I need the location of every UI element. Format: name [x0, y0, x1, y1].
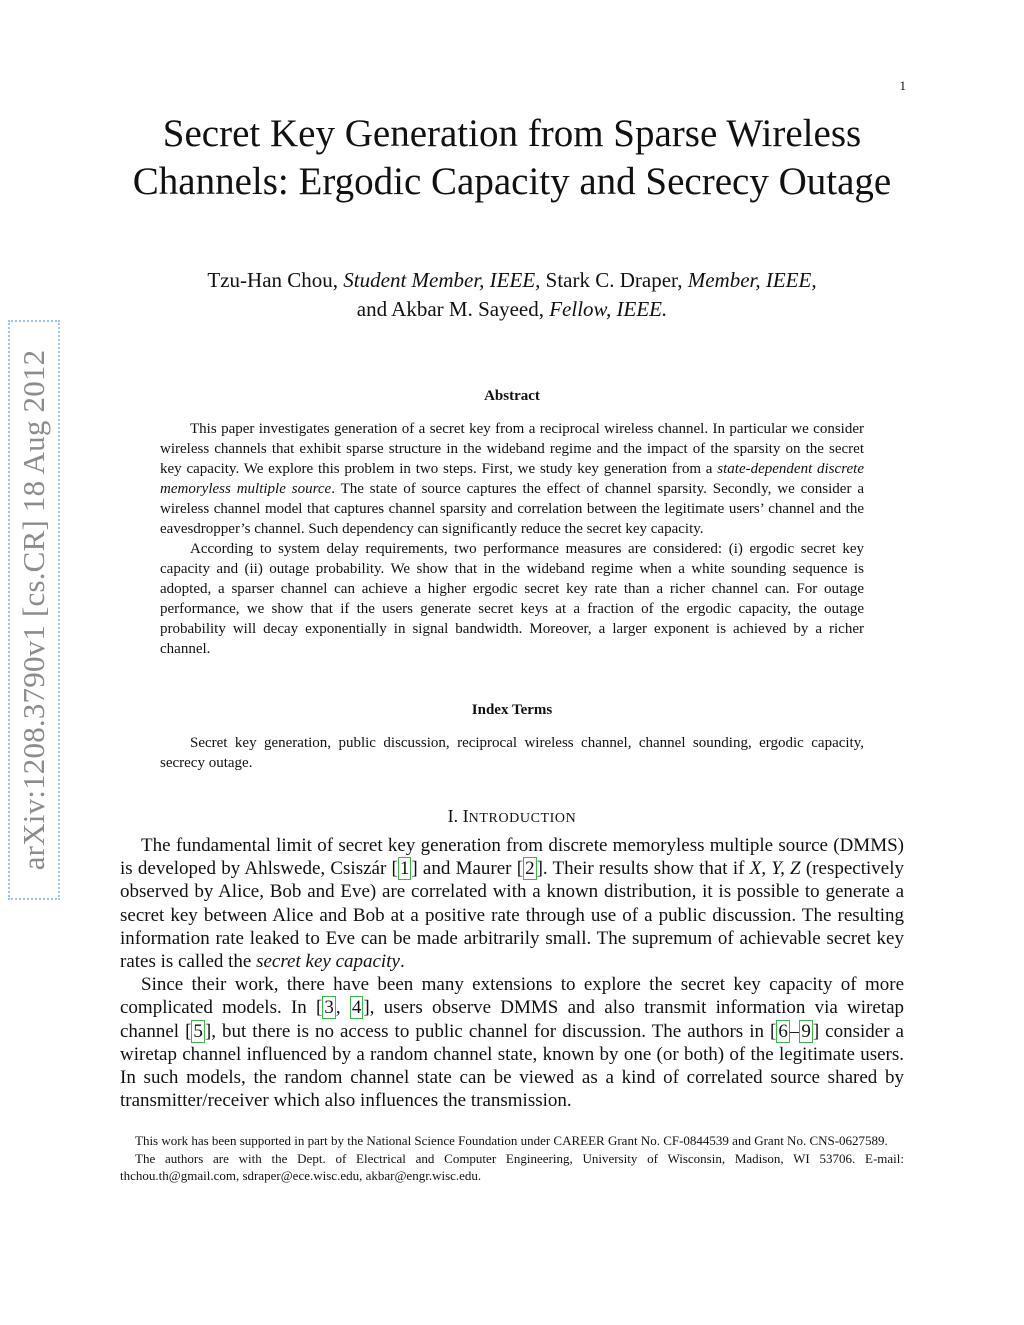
author-2-role: Member, IEEE,: [687, 268, 817, 292]
section-title-rest: NTRODUCTION: [468, 811, 577, 826]
math-variables: X, Y, Z: [749, 858, 801, 880]
paper-title: Secret Key Generation from Sparse Wireless Channels: Ergodic Capacity and Secrecy Outage: [132, 112, 892, 203]
arxiv-stamp-label: arXiv:1208.3790v1 [cs.CR] 18 Aug 2012: [16, 349, 51, 871]
author-2-name: Stark C. Draper,: [540, 268, 688, 292]
intro-text: ] and Maurer [: [411, 858, 524, 880]
section-heading: [120, 806, 904, 827]
index-terms-heading: Index Terms: [471, 702, 553, 718]
author-3-role: Fellow, IEEE.: [549, 297, 668, 321]
author-3-name: and Akbar M. Sayeed,: [356, 297, 550, 321]
citation-link[interactable]: 9: [801, 1020, 811, 1042]
index-terms-body: [160, 733, 864, 773]
section-initial: I: [462, 806, 469, 826]
abstract-paragraph-1: [160, 419, 864, 539]
abstract-paragraph-2: According to system delay requirements, two performance measures are considered: (i) ergodic secret key capacity and (ii) outage probability. We show that in the wideband regime when a white sounding sequence is adopted, a sparser channel can achieve a higher ergodic secret key rate than a richer channel can. For outage performance, we show that if the users generate secret keys at a fraction of the ergodic capacity, the outage probability will decay exponentially in signal bandwidth. Moreover, a larger exponent is achieved by a richer channel.: [160, 541, 864, 657]
intro-text: –: [789, 1020, 800, 1042]
abstract-text: . The state of source captures the effect of channel sparsity. Secondly, we consider a wireless channel model that captures channel sparsity and correlation between the legitimate users’ channel and the eavesdropper’s channel. Such dependency can significantly reduce the secret key capacity.: [160, 481, 864, 537]
citation-link[interactable]: 1: [399, 858, 410, 880]
intro-text: The fundamental limit of secret key generation from discrete memoryless multiple source (DMMS) is developed by Ahlswede, Csiszár [: [120, 835, 904, 880]
intro-text: (respectively observed by Alice, Bob and Eve) are correlated with a known distribution, it is possible to generate a secret key between Alice and Bob at a positive rate through use of a public discussion. The resulting information rate leaked to Eve can be made arbitrarily small. The supremum of achievable secret key rates is called the: [120, 858, 904, 973]
page-number: 1: [899, 78, 906, 93]
intro-text: Since their work, there have been many extensions to explore the secret key capacity of more complicated models. In [: [120, 974, 904, 1019]
introduction-body: [120, 834, 904, 1112]
intro-text: .: [399, 951, 405, 973]
abstract-text: This paper investigates generation of a secret key from a reciprocal wireless channel. In particular we consider wireless channels that exhibit sparse structure in the wideband regime and the impact of the sparsity on the secret key capacity. We explore this problem in two steps. First, we study key generation from a: [160, 421, 864, 477]
abstract-body: [160, 419, 864, 659]
author-block: [120, 266, 904, 324]
citation-link[interactable]: 5: [193, 1020, 203, 1042]
abstract-emphasis: state-dependent discrete memoryless multiple source: [160, 461, 864, 497]
intro-text: ], but there is no access to public channel for discussion. The authors in [: [204, 1020, 777, 1042]
author-1-role: Student Member, IEEE,: [343, 268, 541, 292]
citation-link[interactable]: 6: [778, 1020, 788, 1042]
intro-text: ]. Their results show that if: [536, 858, 750, 880]
arxiv-stamp[interactable]: [8, 320, 60, 900]
intro-text: ], users observe DMMS and also transmit information via wiretap channel [: [120, 997, 905, 1042]
citation-link[interactable]: 2: [525, 858, 535, 880]
index-terms-text: Secret key generation, public discussion, reciprocal wireless channel, channel sounding, ergodic capacity, secrecy outage.: [160, 735, 864, 771]
intro-paragraph-2: [120, 973, 904, 1112]
abstract-heading: Abstract: [484, 388, 540, 404]
footnotes: [120, 1132, 904, 1185]
citation-link[interactable]: 4: [351, 997, 362, 1019]
intro-paragraph-1: [120, 834, 904, 973]
intro-text: ,: [335, 997, 350, 1019]
citation-link[interactable]: 3: [324, 997, 334, 1019]
intro-emphasis: secret key capacity: [256, 951, 400, 973]
intro-text: ] consider a wiretap channel influenced by a random channel state, known by one (or both) of the legitimate users. In such models, the random channel state can be viewed as a kind of correlated source shared by transmitter/receiver which also influences the transmission.: [120, 1020, 904, 1112]
footnote-affiliation: The authors are with the Dept. of Electrical and Computer Engineering, University of Wisconsin, Madison, WI 53706. E-mail: thchou.th@gmail.com, sdraper@ece.wisc.edu, akbar@engr.wisc.edu.: [120, 1150, 904, 1183]
author-1-name: Tzu-Han Chou,: [207, 268, 344, 292]
footnote-funding: This work has been supported in part by the National Science Foundation under CAREER Grant No. CF-0844539 and Grant No. CNS-0627589.: [135, 1133, 888, 1148]
section-numeral: I.: [447, 806, 463, 826]
